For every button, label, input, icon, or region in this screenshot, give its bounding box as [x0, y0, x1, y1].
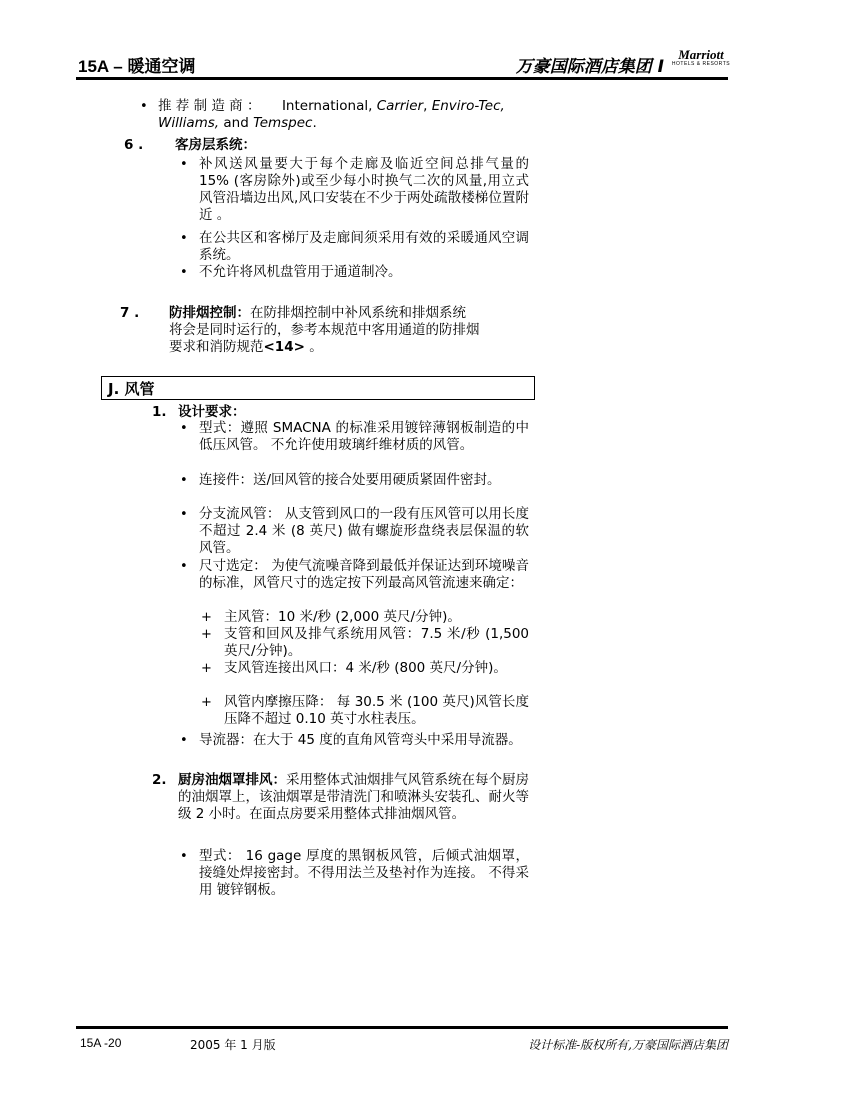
j1-item-vanes: 导流器：在大于 45 度的直角风管弯头中采用导流器。 [199, 732, 522, 748]
j2-number: 2. [152, 772, 167, 788]
j1-item-type: 型式：遵照 SMACNA 的标准采用镀锌薄钢板制造的中低压风管。 不允许使用玻璃纤维材质的风管。 [199, 420, 529, 453]
bullet-glyph: • [180, 559, 188, 574]
recommended-manufacturers: 推 荐 制 造 商 ： International, Carrier, Enviro-Tec, Williams, and Temspec. [158, 98, 505, 131]
plus-glyph: + [201, 661, 212, 676]
s6-item-1: 补风送风量要大于每个走廊及临近空间总排气量的 15% (客房除外)或至少每小时换气二次的风量,用立式风管沿墙边出风,风口安装在不少于两处疏散楼梯位置附近 。 [199, 156, 529, 223]
company-name: 万豪国际酒店集团 I [515, 57, 664, 77]
j2-item-type: 型式： 16 gage 厚度的黑钢板风管，后倾式油烟罩，接缝处焊接密封。不得用法兰及垫衬作为连接。 不得采用 镀锌钢板。 [199, 848, 529, 898]
section-6-number: 6 . [124, 137, 144, 153]
section-7-number: 7 . [120, 305, 140, 321]
page-number: 15A -20 [80, 1036, 122, 1050]
j1-number: 1. [152, 404, 167, 420]
bullet-glyph: • [180, 507, 188, 522]
bullet-glyph: • [140, 99, 148, 114]
section-6-title: 客房层系统： [175, 137, 256, 153]
bullet-glyph: • [180, 157, 188, 172]
header-rule [76, 77, 728, 80]
s6-item-3: 不允许将风机盘管用于通道制冷。 [199, 264, 402, 280]
j1-item-connectors: 连接件：送/回风管的接合处要用硬质紧固件密封。 [199, 472, 501, 488]
j1-sub-outlet: 支风管连接出风口：4 米/秒 (800 英尺/分钟)。 [224, 660, 507, 676]
j1-sub-main-duct: 主风管：10 米/秒 (2,000 英尺/分钟)。 [224, 609, 461, 625]
bullet-glyph: • [180, 733, 188, 748]
j1-title: 设计要求： [178, 404, 246, 420]
chapter-title: 15A – 暖通空调 [78, 57, 196, 76]
s6-item-2: 在公共区和客梯厅及走廊间须采用有效的采暖通风空调系统。 [199, 230, 529, 263]
j2-text: 厨房油烟罩排风：采用整体式油烟排气风管系统在每个厨房的油烟罩上，该油烟罩是带清洗门和喷淋头安装孔、耐火等级 2 小时。在面点房要采用整体式排油烟风管。 [178, 772, 529, 822]
edition-date: 2005 年 1 月版 [190, 1038, 276, 1052]
marriott-logo: Marriott HOTELS & RESORTS [671, 47, 731, 67]
j1-item-sizing: 尺寸选定： 为使气流噪音降到最低并保证达到环境噪音的标准，风管尺寸的选定按下列最高风管流速来确定： [199, 558, 529, 591]
j1-sub-friction: 风管内摩擦压降： 每 30.5 米 (100 英尺)风管长度压降不超过 0.10 英寸水柱表压。 [224, 694, 529, 727]
plus-glyph: + [201, 695, 212, 710]
bullet-glyph: • [180, 849, 188, 864]
plus-glyph: + [201, 610, 212, 625]
copyright-notice: 设计标准-版权所有,万豪国际酒店集团 [528, 1038, 728, 1052]
plus-glyph: + [201, 627, 212, 642]
section-7-text: 防排烟控制：在防排烟控制中补风系统和排烟系统 将会是同时运行的，参考本规范中客用通道的防排烟 要求和消防规范<14> 。 [169, 305, 480, 355]
section-j-heading: J. 风管 [101, 376, 535, 400]
bullet-glyph: • [180, 473, 188, 488]
footer-rule [76, 1026, 728, 1029]
j1-sub-branch-return: 支管和回风及排气系统用风管：7.5 米/秒 (1,500 英尺/分钟)。 [224, 626, 529, 659]
bullet-glyph: • [180, 265, 188, 280]
bullet-glyph: • [180, 231, 188, 246]
bullet-glyph: • [180, 421, 188, 436]
j1-item-branch-duct: 分支流风管： 从支管到风口的一段有压风管可以用长度不超过 2.4 米 (8 英尺) 做有螺旋形盘绕表层保温的软风管。 [199, 506, 529, 556]
